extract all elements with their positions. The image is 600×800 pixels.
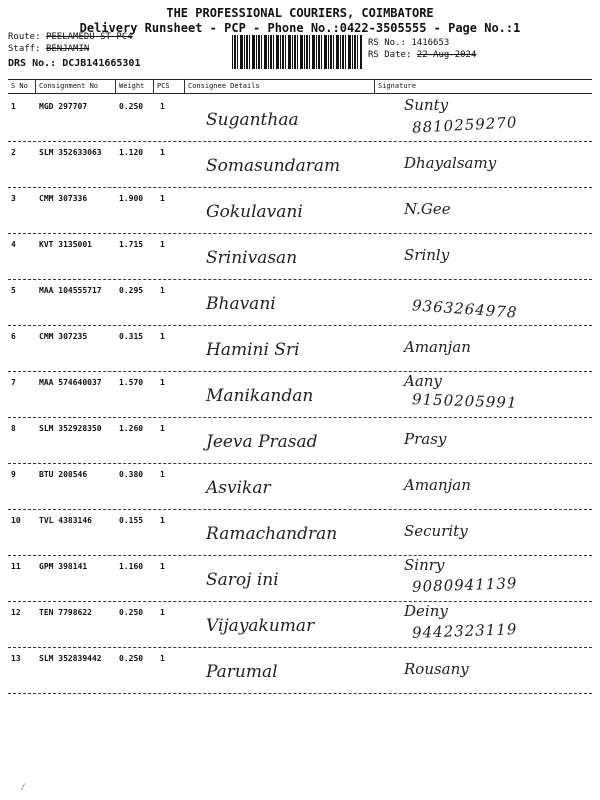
table-row xyxy=(8,96,592,142)
recipient-signature: Amanjan xyxy=(404,338,471,356)
col-header-consignee: Consignee Details xyxy=(188,82,260,90)
weight-value: 1.900 xyxy=(119,194,144,203)
table-row xyxy=(8,556,592,602)
weight-value: 0.295 xyxy=(119,286,144,295)
recipient-phone-number: 9363264978 xyxy=(411,296,518,322)
weight-value: 1.260 xyxy=(119,424,144,433)
rs-date-value: 22-Aug-2024 xyxy=(416,50,477,60)
recipient-signature: Sunty xyxy=(404,96,449,114)
pcs-value: 1 xyxy=(160,332,165,341)
pcs-value: 1 xyxy=(160,286,165,295)
corner-mark: ⁄ xyxy=(20,782,27,793)
col-header-consignment: Consignment No xyxy=(39,82,99,90)
consignment-number: CMM 307235 xyxy=(39,332,88,341)
recipient-phone-number: 8810259270 xyxy=(411,113,518,137)
serial-number: 3 xyxy=(11,194,16,203)
consignee-handwritten-name: Vijayakumar xyxy=(206,616,315,636)
table-row xyxy=(8,188,592,234)
recipient-signature: Aany xyxy=(404,372,442,390)
consignee-handwritten-name: Ramachandran xyxy=(206,524,338,544)
serial-number: 12 xyxy=(11,608,21,617)
pcs-value: 1 xyxy=(160,240,165,249)
recipient-signature: Prasy xyxy=(404,430,447,448)
col-header-signature: Signature xyxy=(378,82,416,90)
consignee-handwritten-name: Hamini Sri xyxy=(206,340,300,360)
col-header-sno: S No xyxy=(11,82,28,90)
table-row xyxy=(8,602,592,648)
serial-number: 5 xyxy=(11,286,16,295)
col-divider xyxy=(115,79,116,93)
pcs-value: 1 xyxy=(160,516,165,525)
serial-number: 4 xyxy=(11,240,16,249)
consignment-number: CMM 307336 xyxy=(39,194,88,203)
col-divider xyxy=(184,79,185,93)
weight-value: 0.380 xyxy=(119,470,144,479)
col-divider xyxy=(153,79,154,93)
consignee-handwritten-name: Saroj ini xyxy=(206,570,279,590)
consignment-number: SLM 352839442 xyxy=(39,654,102,663)
recipient-signature: Srinly xyxy=(404,246,450,264)
pcs-value: 1 xyxy=(160,194,165,203)
col-divider xyxy=(374,79,375,93)
consignment-number: MAA 574640037 xyxy=(39,378,102,387)
recipient-signature: Amanjan xyxy=(404,476,471,494)
recipient-phone-number: 9150205991 xyxy=(411,390,518,412)
row-separator xyxy=(8,693,592,694)
serial-number: 8 xyxy=(11,424,16,433)
recipient-signature: Dhayalsamy xyxy=(404,154,497,172)
table-row xyxy=(8,418,592,464)
table-row xyxy=(8,372,592,418)
rs-date-line xyxy=(368,50,476,60)
table-row xyxy=(8,648,592,694)
barcode xyxy=(232,35,362,69)
col-header-weight: Weight xyxy=(119,82,145,90)
weight-value: 1.120 xyxy=(119,148,144,157)
consignment-number: MGD 297707 xyxy=(39,102,88,111)
serial-number: 7 xyxy=(11,378,16,387)
pcs-value: 1 xyxy=(160,654,165,663)
company-title: THE PROFESSIONAL COURIERS, COIMBATORE xyxy=(166,6,434,20)
pcs-value: 1 xyxy=(160,608,165,617)
drs-value: DCJB141665301 xyxy=(62,58,141,69)
consignee-handwritten-name: Srinivasan xyxy=(206,248,298,268)
pcs-value: 1 xyxy=(160,424,165,433)
consignee-handwritten-name: Asvikar xyxy=(206,478,271,498)
weight-value: 1.160 xyxy=(119,562,144,571)
col-header-pcs: PCS xyxy=(157,82,170,90)
consignee-handwritten-name: Bhavani xyxy=(206,294,276,314)
col-divider xyxy=(35,79,36,93)
weight-value: 0.155 xyxy=(119,516,144,525)
rs-no-value: 1416653 xyxy=(411,38,450,48)
consignee-handwritten-name: Suganthaa xyxy=(206,110,299,130)
consignee-handwritten-name: Parumal xyxy=(206,662,278,682)
table-row xyxy=(8,234,592,280)
consignee-handwritten-name: Gokulavani xyxy=(206,202,303,222)
recipient-signature: Rousany xyxy=(404,660,469,678)
table-row xyxy=(8,280,592,326)
serial-number: 2 xyxy=(11,148,16,157)
weight-value: 0.250 xyxy=(119,102,144,111)
consignee-handwritten-name: Manikandan xyxy=(206,386,314,406)
pcs-value: 1 xyxy=(160,470,165,479)
staff-label: Staff: xyxy=(8,44,41,54)
rs-no-line xyxy=(368,38,449,48)
consignment-number: TEN 7798622 xyxy=(39,608,92,617)
recipient-signature: Sinry xyxy=(404,556,445,574)
consignment-number: BTU 208546 xyxy=(39,470,88,479)
weight-value: 1.715 xyxy=(119,240,144,249)
serial-number: 11 xyxy=(11,562,21,571)
pcs-value: 1 xyxy=(160,562,165,571)
consignee-handwritten-name: Jeeva Prasad xyxy=(206,432,318,452)
pcs-value: 1 xyxy=(160,148,165,157)
recipient-signature: Deiny xyxy=(404,602,448,620)
route-label: Route: xyxy=(8,32,41,42)
drs-label: DRS No.: xyxy=(8,58,57,69)
serial-number: 13 xyxy=(11,654,21,663)
serial-number: 1 xyxy=(11,102,16,111)
consignee-handwritten-name: Somasundaram xyxy=(206,156,341,176)
pcs-value: 1 xyxy=(160,102,165,111)
route-line xyxy=(8,32,133,42)
rs-no-label: RS No.: xyxy=(368,38,406,48)
recipient-signature: N.Gee xyxy=(404,200,451,218)
consignment-number: TVL 4383146 xyxy=(39,516,92,525)
recipient-phone-number: 9080941139 xyxy=(411,574,518,596)
consignment-number: SLM 352633063 xyxy=(39,148,102,157)
table-header-rule xyxy=(8,93,592,94)
staff-value: BENJAMIN xyxy=(45,44,90,54)
consignment-number: MAA 104555717 xyxy=(39,286,102,295)
consignment-number: GPM 398141 xyxy=(39,562,88,571)
serial-number: 10 xyxy=(11,516,21,525)
rs-date-label: RS Date: xyxy=(368,50,412,60)
drs-line xyxy=(8,58,140,69)
weight-value: 1.570 xyxy=(119,378,144,387)
staff-line xyxy=(8,44,89,54)
weight-value: 0.250 xyxy=(119,608,144,617)
consignment-number: SLM 352928350 xyxy=(39,424,102,433)
table-top-rule xyxy=(8,79,592,80)
serial-number: 9 xyxy=(11,470,16,479)
weight-value: 0.315 xyxy=(119,332,144,341)
recipient-phone-number: 9442323119 xyxy=(411,620,518,642)
weight-value: 0.250 xyxy=(119,654,144,663)
route-value: PEELAMEDU ST PC4 xyxy=(45,32,133,42)
serial-number: 6 xyxy=(11,332,16,341)
table-row xyxy=(8,510,592,556)
consignment-number: KVT 3135001 xyxy=(39,240,92,249)
pcs-value: 1 xyxy=(160,378,165,387)
runsheet-subtitle: Delivery Runsheet - PCP - Phone No.:0422-3505555 - Page No.:1 xyxy=(79,21,521,35)
table-row xyxy=(8,326,592,372)
recipient-signature: Security xyxy=(404,522,468,540)
table-row xyxy=(8,464,592,510)
table-row xyxy=(8,142,592,188)
